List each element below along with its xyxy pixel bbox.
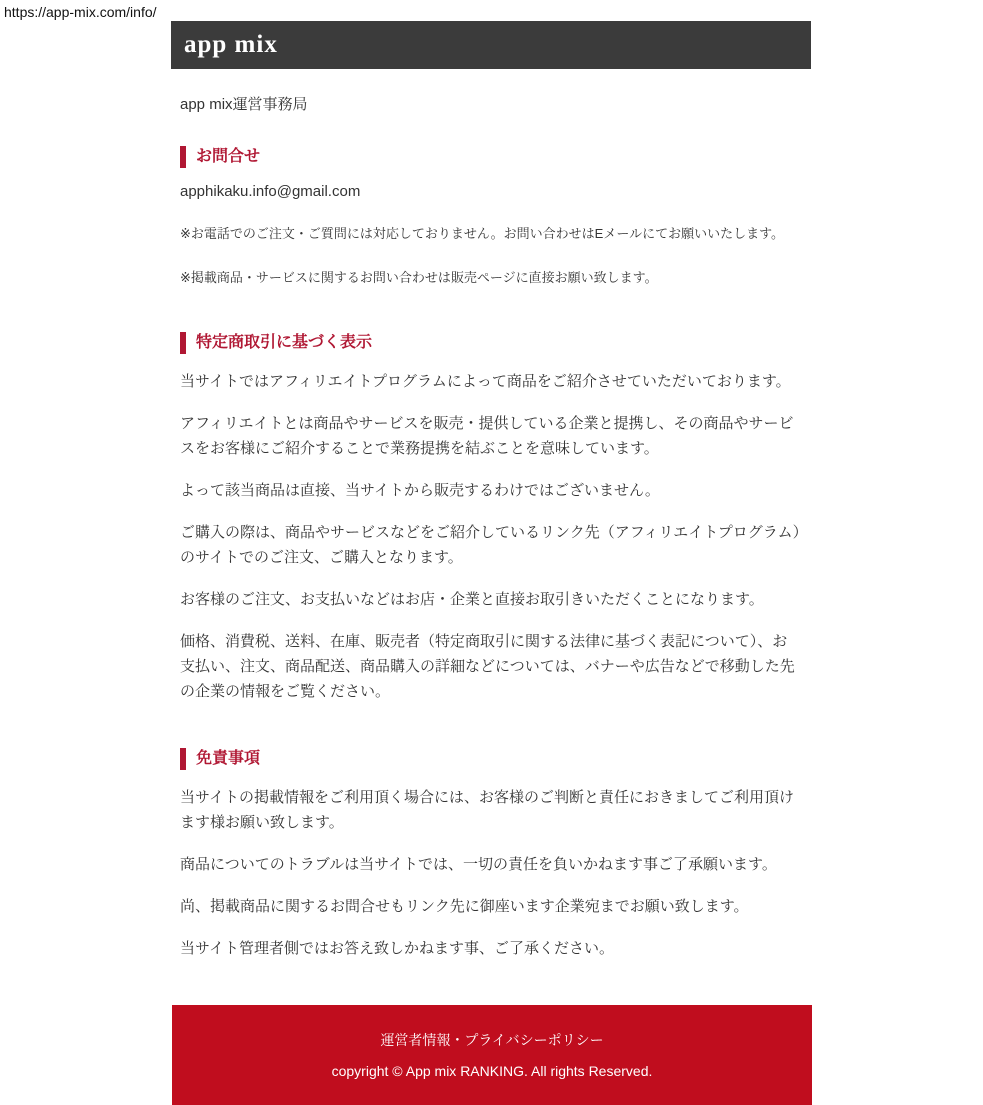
paragraph: お客様のご注文、お支払いなどはお店・企業と直接お取引きいただくことになります。 bbox=[180, 591, 764, 608]
contact-note-products: ※掲載商品・サービスに関するお問い合わせは販売ページに直接お願い致します。 bbox=[180, 270, 658, 285]
main-content bbox=[171, 93, 811, 961]
section-disclaimer bbox=[180, 748, 802, 961]
site-footer bbox=[172, 1005, 812, 1105]
section-contact bbox=[180, 146, 802, 288]
contact-note-phone: ※お電話でのご注文・ご質問には対応しておりません。お問い合わせはEメールにてお願いいたします。 bbox=[180, 226, 785, 241]
paragraph: 当サイト管理者側ではお答え致しかねます事、ご了承ください。 bbox=[180, 940, 614, 957]
copyright-text: copyright © App mix RANKING. All rights Reserved. bbox=[331, 1063, 653, 1079]
paragraph: 当サイトの掲載情報をご利用頂く場合には、お客様のご判断と責任におきましてご利用頂けます様お願い致します。 bbox=[180, 789, 794, 831]
paragraph: 尚、掲載商品に関するお問合せもリンク先に御座います企業宛までお願い致します。 bbox=[180, 898, 749, 915]
contact-email: apphikaku.info@gmail.com bbox=[180, 183, 361, 200]
contact-heading: お問合せ bbox=[180, 146, 802, 168]
commercial-law-heading: 特定商取引に基づく表示 bbox=[180, 332, 802, 354]
paragraph: 商品についてのトラブルは当サイトでは、一切の責任を負いかねます事ご了承願います。 bbox=[180, 856, 777, 873]
paragraph: ご購入の際は、商品やサービスなどをご紹介しているリンク先（アフィリエイトプログラム）のサイトでのご注文、ご購入となります。 bbox=[180, 524, 801, 566]
page-url-text: https://app-mix.com/info/ bbox=[4, 4, 157, 20]
section-commercial-law bbox=[180, 332, 802, 704]
paragraph: よって該当商品は直接、当サイトから販売するわけではございません。 bbox=[180, 482, 660, 499]
site-header bbox=[171, 21, 811, 69]
paragraph: 当サイトではアフィリエイトプログラムによって商品をご紹介させていただいております。 bbox=[180, 373, 791, 390]
operator-name: app mix運営事務局 bbox=[180, 96, 308, 113]
paragraph: 価格、消費税、送料、在庫、販売者（特定商取引に関する法律に基づく表記について）、お支払い、注文、商品配送、商品購入の詳細などについては、バナーや広告などで移動した先の企業の情報をご覧ください。 bbox=[180, 633, 795, 700]
privacy-policy-link[interactable]: 運営者情報・プライバシーポリシー bbox=[380, 1032, 604, 1048]
content-column bbox=[171, 21, 811, 1105]
disclaimer-heading: 免責事項 bbox=[180, 748, 802, 770]
site-title-link[interactable]: app mix bbox=[184, 31, 278, 58]
paragraph: アフィリエイトとは商品やサービスを販売・提供している企業と提携し、その商品やサービスをお客様にご紹介することで業務提携を結ぶことを意味しています。 bbox=[180, 415, 794, 457]
